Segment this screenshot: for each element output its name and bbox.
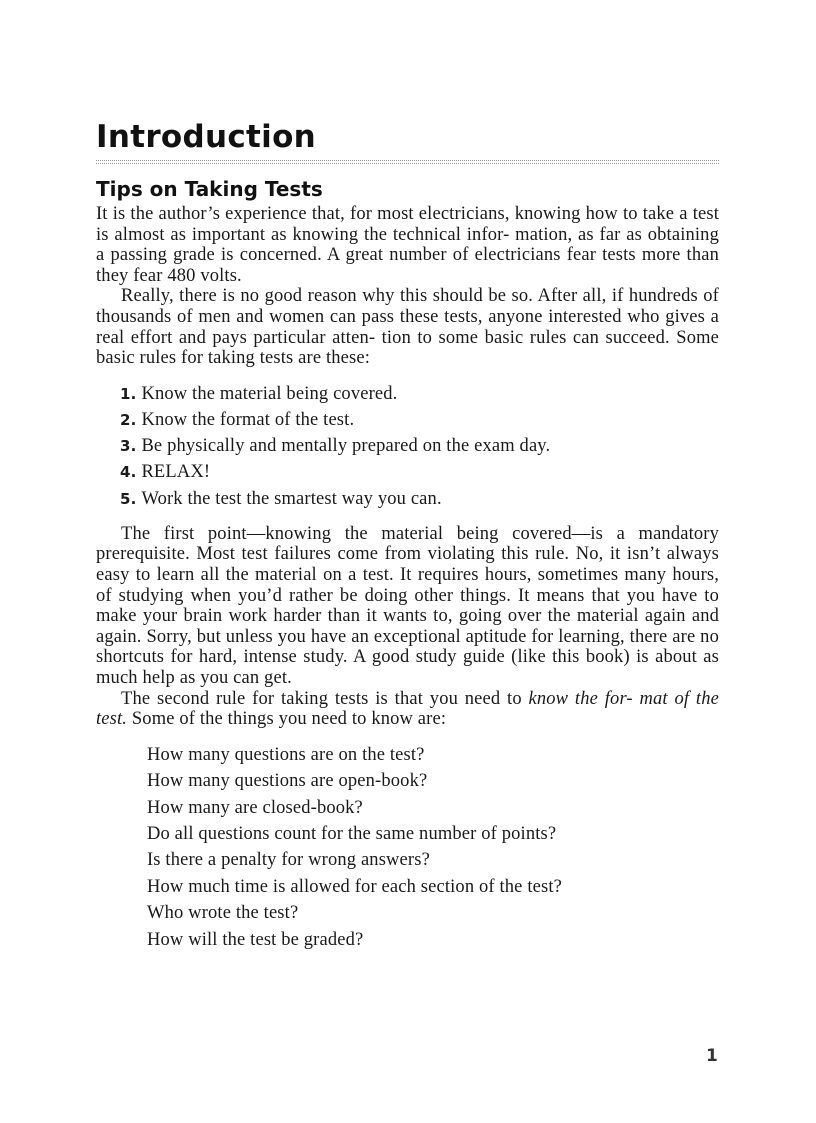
paragraph-intro: It is the author’s experience that, for most electricians, knowing how to take a test is almost as important as knowing the technical infor- mation, as far as obtaining a passing grade is concerned. A great number of electricians fear tests more than they fear 480 volts.: [96, 204, 719, 286]
question-item: Do all questions count for the same number of points?: [147, 823, 557, 844]
question-item: Is there a penalty for wrong answers?: [147, 850, 430, 871]
rule-text: Know the material being covered.: [141, 383, 398, 404]
format-questions-list: [147, 742, 719, 953]
rule-item: [120, 381, 719, 407]
question-item: How much time is allowed for each section of the test?: [147, 876, 562, 897]
chapter-title: Introduction: [96, 119, 317, 155]
rule-number: 2.: [120, 410, 137, 429]
question-item: Who wrote the test?: [147, 903, 299, 924]
page-number: 1: [706, 1046, 718, 1066]
rule-text: RELAX!: [141, 462, 211, 483]
rule-number: 3.: [120, 437, 137, 456]
section-heading: Tips on Taking Tests: [96, 177, 323, 201]
second-rule-emphasis: know the for- mat of the test.: [96, 688, 719, 730]
paragraph-second-rule: [96, 689, 719, 730]
title-divider: [96, 160, 719, 164]
page-content: [96, 118, 719, 953]
rule-text: Know the format of the test.: [141, 409, 355, 430]
question-item: How will the test be graded?: [147, 929, 364, 950]
question-item: How many questions are open-book?: [147, 771, 428, 792]
rule-number: 1.: [120, 384, 137, 403]
paragraph-rules-intro: Really, there is no good reason why this should be so. After all, if hundreds of thousands of men and women can pass these tests, anyone interested who gives a real effort and pays particular atten- tion to some basic rules can succeed. Some basic rules for taking tests are these:: [96, 286, 719, 369]
rule-item: [120, 433, 719, 459]
question-item: How many questions are on the test?: [147, 744, 425, 765]
second-rule-text-end: Some of the things you need to know are:: [127, 709, 447, 730]
paragraph-first-point: The first point—knowing the material being covered—is a mandatory prerequisite. Most test failures come from violating this rule. No, it isn’t always easy to learn all the material on a test. It requires hours, sometimes many hours, of studying when you’d rather be doing other things. It means that you have to make your brain work harder than it wants to, going over the material again and again. Sorry, but unless you have an exceptional aptitude for learning, there are no shortcuts for hard, intense study. A good study guide (like this book) is about as much help as you can get.: [96, 523, 719, 688]
rule-item: [120, 407, 719, 433]
rule-number: 5.: [120, 489, 137, 508]
rule-item: [120, 459, 719, 485]
question-item: How many are closed-book?: [147, 797, 363, 818]
rule-text: Work the test the smartest way you can.: [141, 488, 442, 509]
second-rule-text: The second rule for taking tests is that you need to: [121, 688, 529, 709]
rule-number: 4.: [120, 463, 137, 482]
rules-list: [120, 381, 719, 512]
rule-text: Be physically and mentally prepared on the exam day.: [141, 436, 551, 457]
rule-item: [120, 486, 719, 512]
